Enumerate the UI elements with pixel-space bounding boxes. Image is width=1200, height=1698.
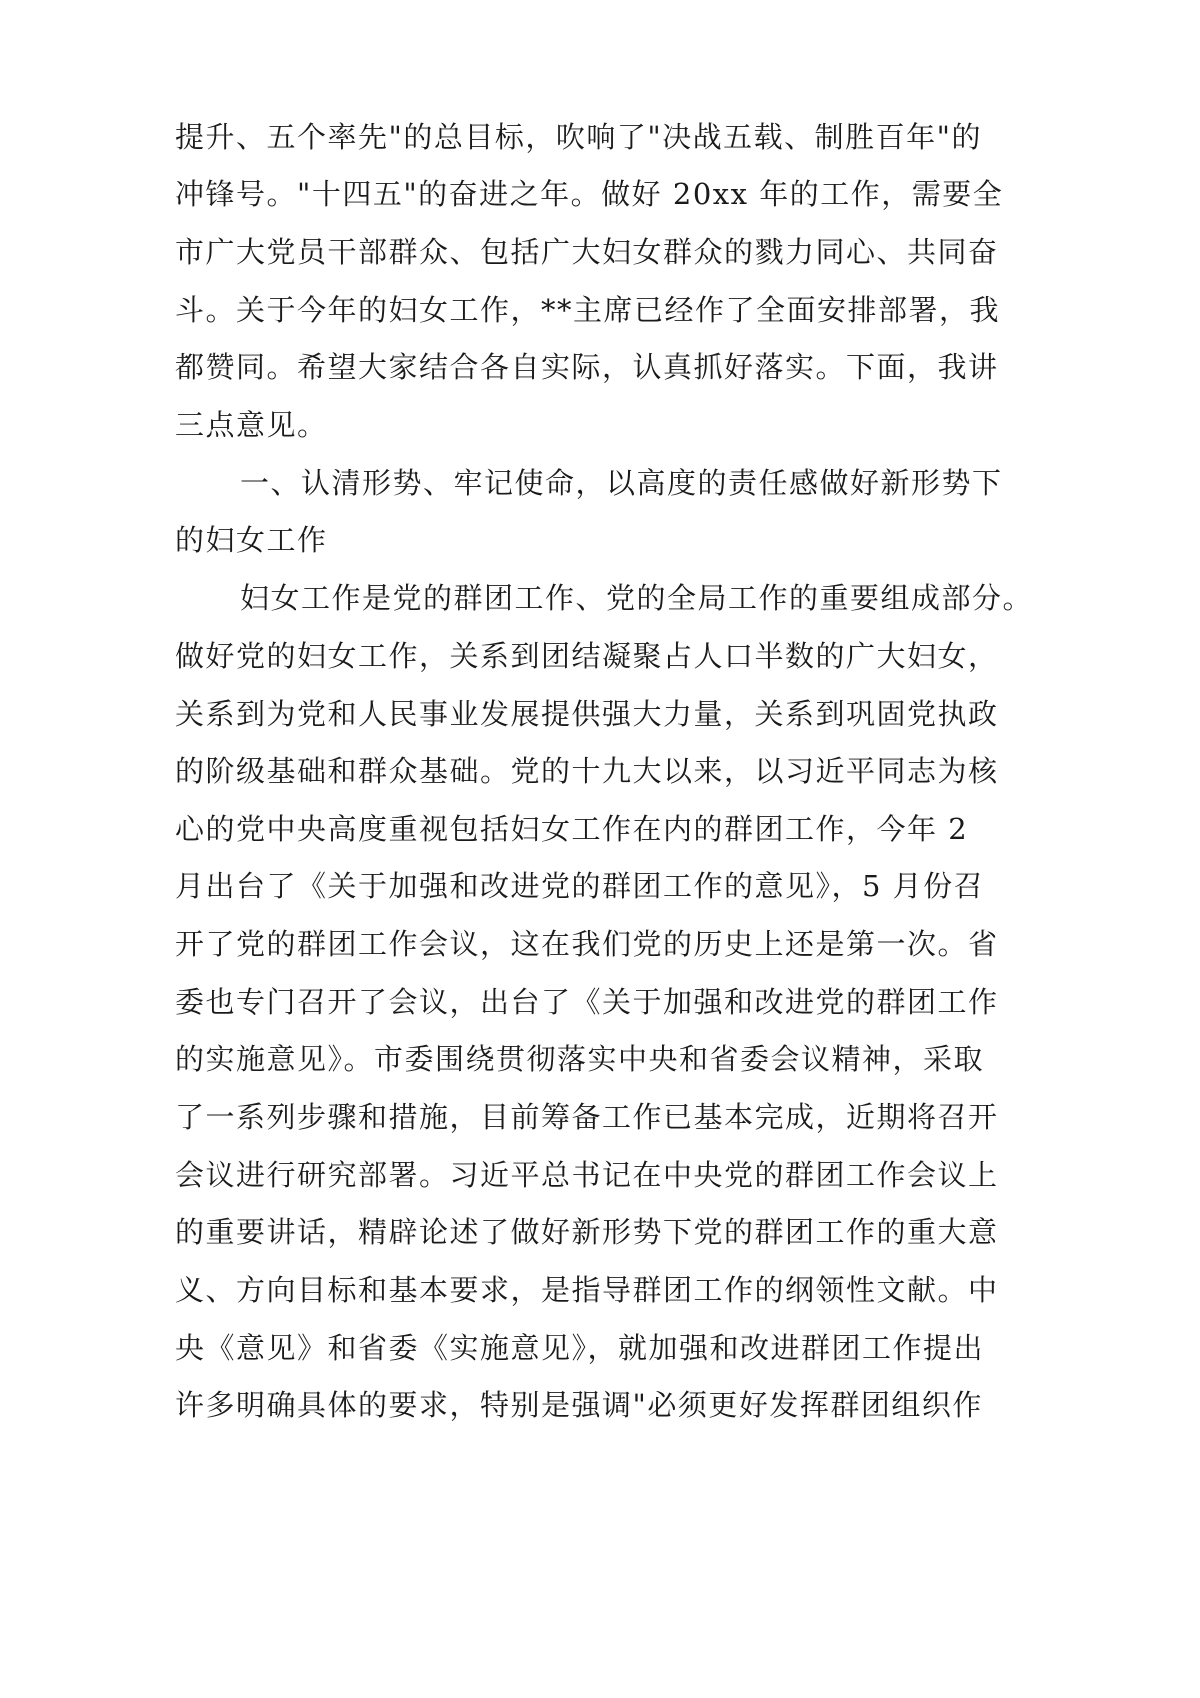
text-line: 三点意见。 — [175, 408, 328, 442]
text-line: 的实施意见》。市委围绕贯彻落实中央和省委会议精神，采取 — [175, 1042, 985, 1076]
section-heading: 的妇女工作 — [175, 523, 328, 557]
text-line: 月出台了《关于加强和改进党的群团工作的意见》，5 月份召 — [175, 869, 985, 903]
text-line: 了一系列步骤和措施，目前筹备工作已基本完成，近期将召开 — [175, 1100, 999, 1134]
text-line: 会议进行研究部署。习近平总书记在中央党的群团工作会议上 — [175, 1158, 999, 1192]
text-line: 开了党的群团工作会议，这在我们党的历史上还是第一次。省 — [175, 927, 999, 961]
text-line: 做好党的妇女工作，关系到团结凝聚占人口半数的广大妇女， — [175, 639, 999, 673]
text-line: 都赞同。希望大家结合各自实际，认真抓好落实。下面，我讲 — [175, 350, 999, 384]
text-line: 市广大党员干部群众、包括广大妇女群众的戮力同心、共同奋 — [175, 235, 999, 269]
text-line: 的重要讲话，精辟论述了做好新形势下党的群团工作的重大意 — [175, 1215, 999, 1249]
text-line: 许多明确具体的要求，特别是强调"必须更好发挥群团组织作 — [175, 1388, 983, 1422]
text-line: 妇女工作是党的群团工作、党的全局工作的重要组成部分。 — [240, 581, 1034, 615]
text-line: 冲锋号。"十四五"的奋进之年。做好 20xx 年的工作，需要全 — [175, 177, 1004, 211]
text-line: 委也专门召开了会议，出台了《关于加强和改进党的群团工作 — [175, 985, 999, 1019]
section-heading: 一、认清形势、牢记使命，以高度的责任感做好新形势下 — [240, 466, 1003, 500]
text-line: 央《意见》和省委《实施意见》，就加强和改进群团工作提出 — [175, 1331, 985, 1365]
text-line: 关系到为党和人民事业发展提供强大力量，关系到巩固党执政 — [175, 697, 999, 731]
text-line: 义、方向目标和基本要求，是指导群团工作的纲领性文献。中 — [175, 1273, 999, 1307]
text-line: 斗。关于今年的妇女工作，**主席已经作了全面安排部署，我 — [175, 293, 1001, 327]
text-line: 心的党中央高度重视包括妇女工作在内的群团工作，今年 2 — [175, 812, 969, 846]
text-line: 提升、五个率先"的总目标，吹响了"决战五载、制胜百年"的 — [175, 120, 983, 154]
text-line: 的阶级基础和群众基础。党的十九大以来，以习近平同志为核 — [175, 754, 999, 788]
